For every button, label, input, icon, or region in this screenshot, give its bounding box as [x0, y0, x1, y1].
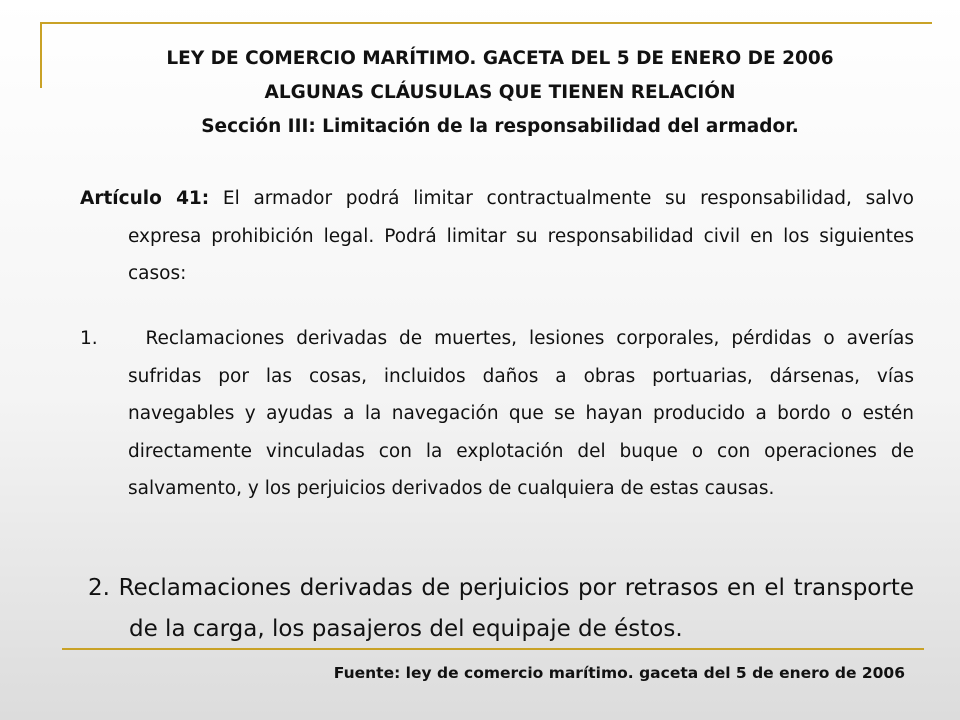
article-label: Artículo 41: — [80, 188, 210, 209]
list-item-2-number: 2. — [88, 575, 110, 601]
article-text: El armador podrá limitar contractualmente su responsabilidad, salvo expresa prohibición legal. Podrá limitar su responsabilidad civil en los siguientes casos: — [128, 188, 915, 284]
bottom-gold-rule — [62, 648, 924, 650]
left-gold-rule — [40, 22, 42, 88]
source-note: Fuente: ley de comercio marítimo. gaceta del 5 de enero de 2006 — [333, 664, 905, 682]
article-paragraph — [80, 180, 914, 293]
top-gold-rule — [40, 22, 932, 24]
title-line-3: Sección III: Limitación de la responsabilidad del armador. — [201, 116, 799, 137]
list-item-2 — [88, 568, 914, 650]
list-item-1-text: Reclamaciones derivadas de muertes, lesiones corporales, pérdidas o averías sufridas por las cosas, incluidos daños a obras portuarias, dársenas, vías navegables y ayudas a la navegación que se hayan producido a bordo o estén directamente vinculadas con la explotación del buque o con operaciones de salvamento, y los perjuicios derivados de cualquiera de estas causas. — [128, 328, 915, 499]
list-item-1 — [80, 320, 914, 508]
slide-title — [60, 42, 940, 144]
article-41 — [80, 180, 914, 293]
list-item-2-text: Reclamaciones derivadas de perjuicios por retrasos en el transporte de la carga, los pasajeros del equipaje de éstos. — [118, 575, 914, 642]
title-line-1: LEY DE COMERCIO MARÍTIMO. GACETA DEL 5 DE ENERO DE 2006 — [166, 48, 834, 69]
title-line-2: ALGUNAS CLÁUSULAS QUE TIENEN RELACIÓN — [264, 82, 736, 103]
list-item-1-number: 1. — [80, 328, 98, 349]
